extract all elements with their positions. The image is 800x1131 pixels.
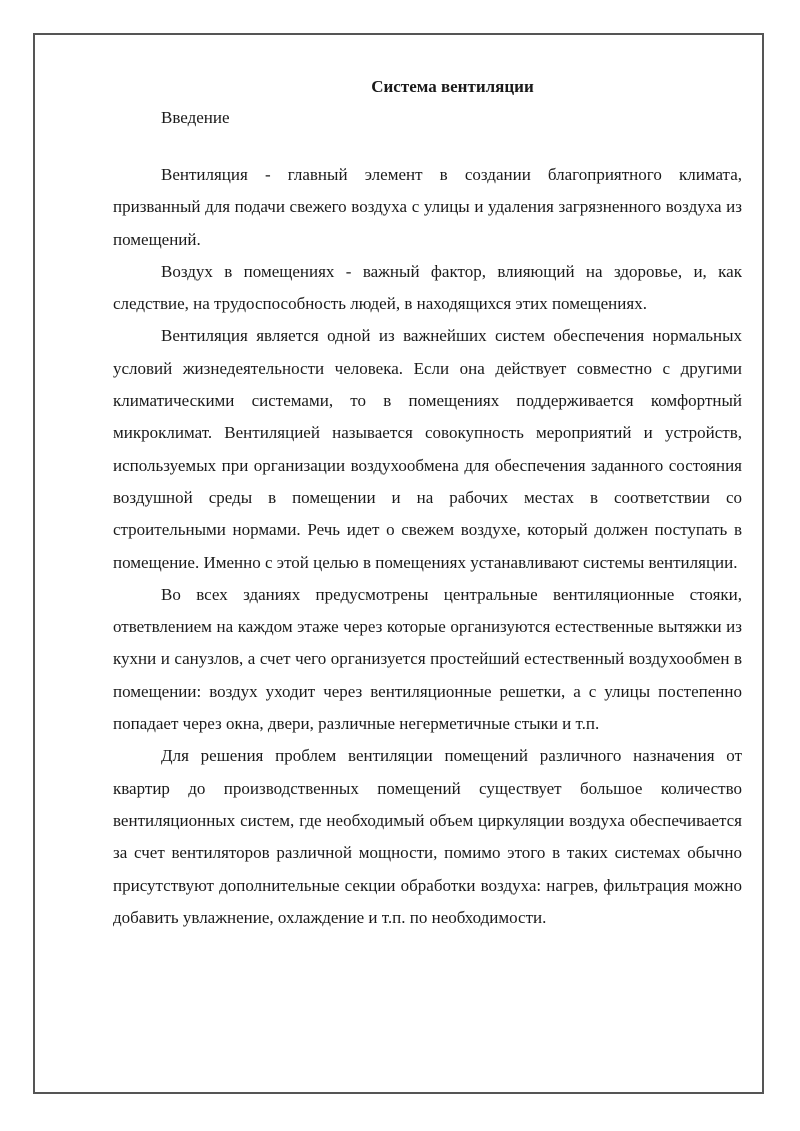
- paragraph-2: Воздух в помещениях - важный фактор, влияющий на здоровье, и, как следствие, на трудоспособность людей, в находящихся этих помещениях.: [113, 261, 742, 314]
- intro-heading: Введение: [161, 108, 230, 127]
- spacer: [113, 133, 742, 159]
- paragraph-1: Вентиляция - главный элемент в создании благоприятного климата, призванный для подачи свежего воздуха с улицы и удаления загрязненного воздуха из помещений.: [113, 165, 742, 249]
- paragraph-3: Вентиляция является одной из важнейших систем обеспечения нормальных условий жизнедеятельности человека. Если она действует совместно с другими климатическими системами, то в помещениях поддерживается комфортный микроклимат. Вентиляцией называется совокупность мероприятий и устройств, используемых при организации воздухообмена для обеспечения заданного состояния воздушной среды в помещении и на рабочих местах в соответствии со строительными нормами. Речь идет о свежем воздухе, который должен поступать в помещение. Именно с этой целью в помещениях устанавливают системы вентиляции.: [113, 326, 742, 572]
- document-title: Система вентиляции: [371, 77, 534, 96]
- document-body: [113, 73, 742, 934]
- paragraph-5: Для решения проблем вентиляции помещений различного назначения от квартир до производственных помещений существует большое количество вентиляционных систем, где необходимый объем циркуляции воздуха обеспечивается за счет вентиляторов различной мощности, помимо этого в таких системах обычно присутствуют дополнительные секции обработки воздуха: нагрев, фильтрация можно добавить увлажнение, охлаждение и т.п. по необходимости.: [113, 746, 742, 927]
- paragraph-4: Во всех зданиях предусмотрены центральные вентиляционные стояки, ответвлением на каждом этаже через которые организуются естественные вытяжки из кухни и санузлов, а счет чего организуется простейший естественный воздухообмен в помещении: воздух уходит через вентиляционные решетки, а с улицы постепенно попадает через окна, двери, различные негерметичные стыки и т.п.: [113, 584, 742, 734]
